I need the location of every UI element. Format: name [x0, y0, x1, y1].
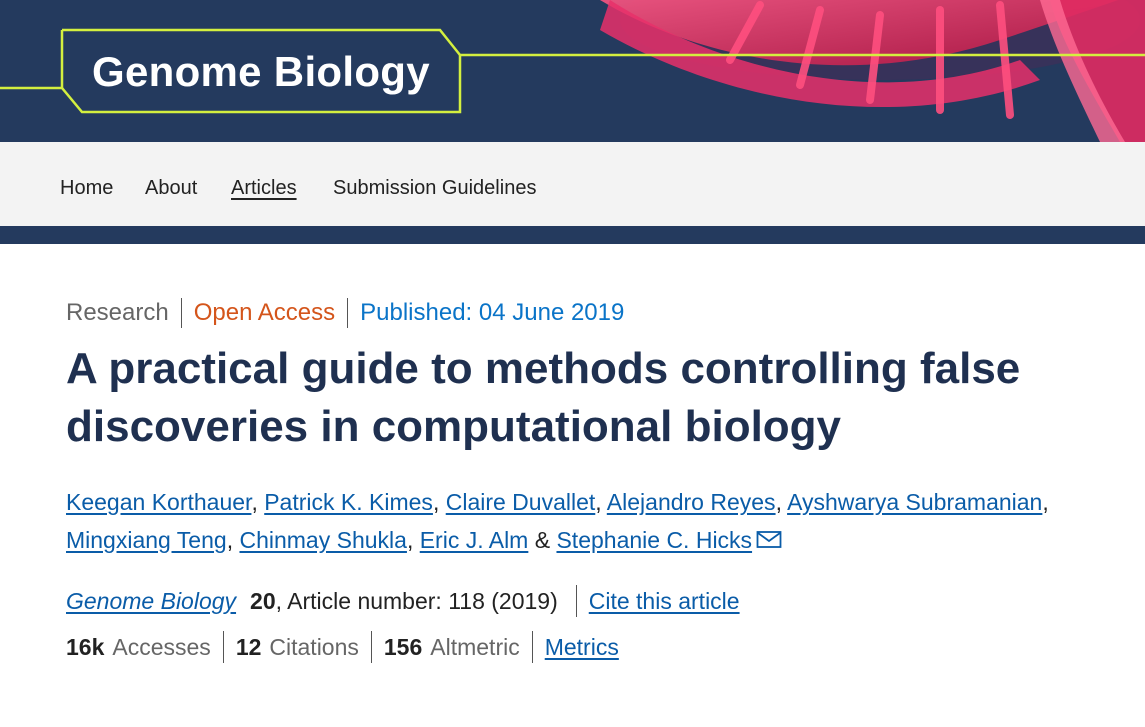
author-link[interactable]: Stephanie C. Hicks — [556, 527, 753, 553]
journal-link[interactable]: Genome Biology — [66, 587, 237, 614]
cite-this-article-link[interactable]: Cite this article — [588, 587, 740, 614]
author-link[interactable]: Eric J. Alm — [419, 527, 529, 553]
citations-label: Citations — [269, 633, 359, 660]
author-list: Keegan Korthauer, Patrick K. Kimes, Claire Duvallet, Alejandro Reyes, Ayshwarya Subramanian, Mingxiang Teng, Chinmay Shukla, Eric J. Alm & Stephanie C. Hicks — [66, 489, 1049, 553]
author-link[interactable]: Mingxiang Teng — [66, 527, 227, 553]
citation-line — [66, 585, 740, 617]
nav-divider — [0, 226, 1145, 244]
author-link[interactable]: Ayshwarya Subramanian — [787, 489, 1043, 515]
metrics-summary — [66, 631, 619, 663]
divider — [532, 631, 533, 663]
metrics-link[interactable]: Metrics — [544, 633, 619, 660]
article-type: Research — [66, 299, 169, 326]
author-link[interactable]: Chinmay Shukla — [239, 527, 407, 553]
open-access-badge: Open Access — [193, 299, 336, 326]
altmetric-label: Altmetric — [430, 633, 520, 660]
author-link[interactable]: Claire Duvallet — [445, 489, 596, 515]
nav-home[interactable]: Home — [60, 177, 114, 199]
citations-count: 12 — [235, 633, 262, 660]
divider — [223, 631, 224, 663]
accesses-count: 16k — [66, 633, 105, 660]
divider — [576, 585, 577, 617]
author-link[interactable]: Patrick K. Kimes — [264, 489, 433, 515]
envelope-icon[interactable] — [756, 530, 782, 550]
volume: 20 — [250, 587, 276, 614]
article-meta — [66, 298, 624, 328]
nav-articles[interactable]: Articles — [231, 177, 297, 199]
author-link[interactable]: Alejandro Reyes — [606, 489, 776, 515]
divider — [181, 298, 182, 328]
accesses-label: Accesses — [112, 633, 211, 660]
divider — [371, 631, 372, 663]
journal-logo[interactable]: Genome Biology — [92, 48, 430, 95]
article-title: A practical guide to methods controlling false discoveries in computational biology — [66, 344, 1021, 451]
published-date: Published: 04 June 2019 — [360, 299, 625, 326]
altmetric-count: 156 — [383, 633, 423, 660]
article-number: , Article number: 118 (2019) — [275, 587, 558, 614]
journal-banner — [0, 0, 1145, 142]
divider — [347, 298, 348, 328]
nav-about[interactable]: About — [145, 177, 198, 199]
nav-submission-guidelines[interactable]: Submission Guidelines — [333, 177, 537, 199]
author-link[interactable]: Keegan Korthauer — [66, 489, 252, 515]
